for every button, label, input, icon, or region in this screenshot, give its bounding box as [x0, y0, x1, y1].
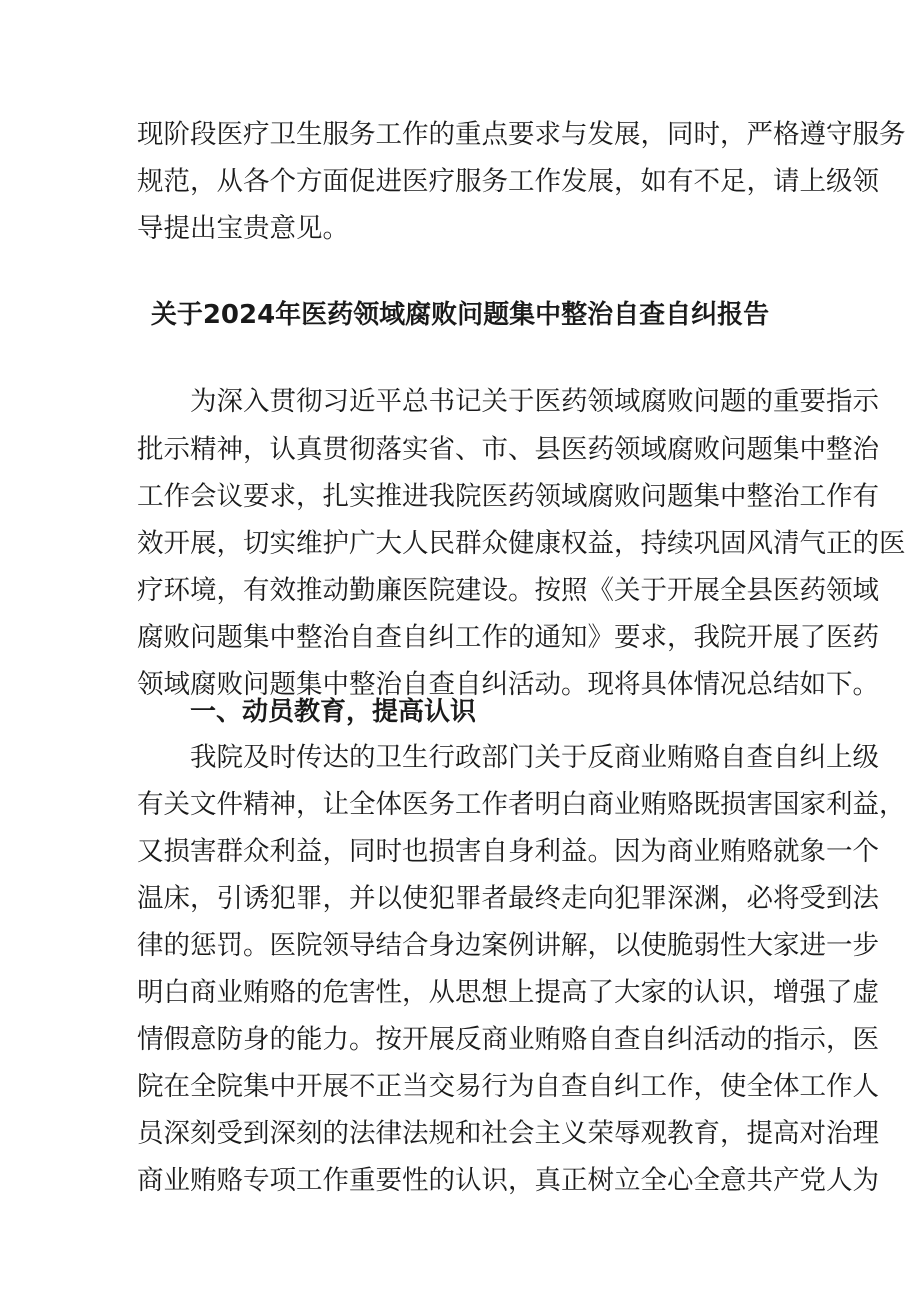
report-title: 关于2024年医药领域腐败问题集中整治自查自纠报告	[150, 300, 770, 330]
para2-line-9: 员深刻受到深刻的法律法规和社会主义荣辱观教育，提高对治理	[137, 1118, 879, 1149]
para2-line-3: 又损害群众利益，同时也损害自身利益。因为商业贿赂就象一个	[137, 836, 879, 867]
intro-line-1: 现阶段医疗卫生服务工作的重点要求与发展，同时，严格遵守服务	[137, 119, 906, 150]
para2-line-10: 商业贿赂专项工作重要性的认识，真正树立全心全意共产党人为	[137, 1165, 879, 1196]
section-1-heading: 一、动员教育，提高认识	[190, 697, 477, 727]
para2-line-4: 温床，引诱犯罪，并以使犯罪者最终走向犯罪深渊，必将受到法	[137, 883, 879, 914]
para1-line-6: 腐败问题集中整治自查自纠工作的通知》要求，我院开展了医药	[137, 622, 879, 653]
para1-line-1: 为深入贯彻习近平总书记关于医药领域腐败问题的重要指示	[190, 386, 879, 417]
intro-line-3: 导提出宝贵意见。	[137, 213, 349, 244]
para1-line-3: 工作会议要求，扎实推进我院医药领域腐败问题集中整治工作有	[137, 481, 879, 512]
para1-line-5: 疗环境，有效推动勤廉医院建设。按照《关于开展全县医药领域	[137, 575, 879, 606]
para2-line-7: 情假意防身的能力。按开展反商业贿赂自查自纠活动的指示，医	[137, 1024, 879, 1055]
para2-line-1: 我院及时传达的卫生行政部门关于反商业贿赂自查自纠上级	[190, 742, 879, 773]
para1-line-7: 领域腐败问题集中整治自查自纠活动。现将具体情况总结如下。	[137, 669, 879, 700]
para2-line-8: 院在全院集中开展不正当交易行为自查自纠工作，使全体工作人	[137, 1071, 879, 1102]
para2-line-6: 明白商业贿赂的危害性，从思想上提高了大家的认识，增强了虚	[137, 977, 879, 1008]
para1-line-2: 批示精神，认真贯彻落实省、市、县医药领域腐败问题集中整治	[137, 434, 879, 465]
para2-line-5: 律的惩罚。医院领导结合身边案例讲解，以使脆弱性大家进一步	[137, 930, 879, 961]
para1-line-4: 效开展，切实维护广大人民群众健康权益，持续巩固风清气正的医	[137, 528, 906, 559]
intro-line-2: 规范，从各个方面促进医疗服务工作发展，如有不足，请上级领	[137, 166, 879, 197]
para2-line-2: 有关文件精神，让全体医务工作者明白商业贿赂既损害国家利益，	[137, 789, 906, 820]
